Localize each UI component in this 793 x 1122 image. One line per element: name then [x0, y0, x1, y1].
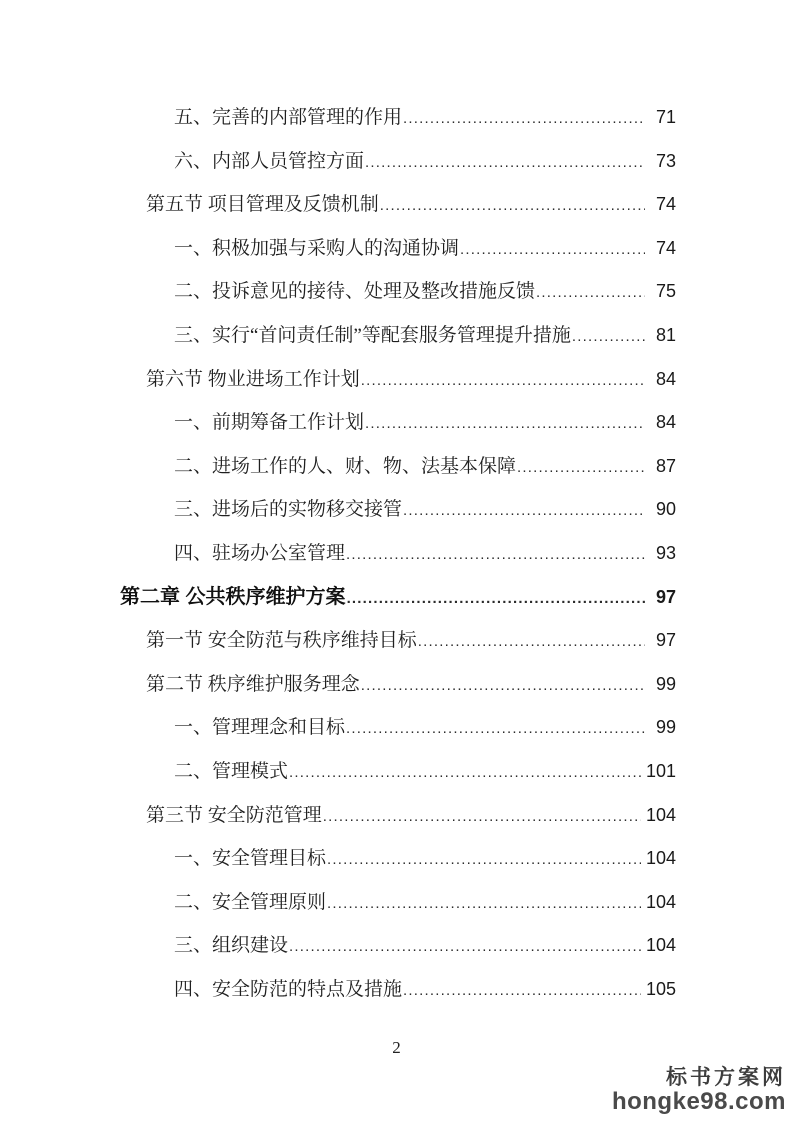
- dot-leader: [327, 838, 641, 882]
- toc-entry: [174, 968, 676, 1012]
- toc-entry-page: 104: [645, 935, 676, 956]
- toc-entry-page: 104: [645, 804, 676, 825]
- toc-entry-label: 第六节 物业进场工作计划: [146, 368, 360, 390]
- toc-entry-label: 二、投诉意见的接待、处理及整改措施反馈: [174, 281, 536, 303]
- toc-entry: [174, 96, 676, 140]
- watermark: [612, 1067, 786, 1114]
- toc-entry-page: 101: [645, 760, 676, 781]
- toc-entry-page: 87: [655, 455, 676, 476]
- toc-entry: [146, 619, 676, 663]
- toc-entry-label: 一、前期筹备工作计划: [174, 412, 365, 434]
- dot-leader: [403, 969, 641, 1013]
- toc-entry-page: 74: [655, 194, 676, 215]
- toc-entry: [174, 881, 676, 925]
- dot-leader: [289, 751, 641, 795]
- dot-leader: [346, 707, 645, 751]
- dot-leader: [403, 489, 645, 533]
- dot-leader: [572, 315, 645, 359]
- toc-entry-page: 97: [655, 630, 676, 651]
- toc-entry-page: 104: [645, 891, 676, 912]
- toc-entry-label: 第二节 秩序维护服务理念: [146, 673, 360, 695]
- toc-entry: [146, 358, 676, 402]
- toc-entry: [146, 183, 676, 227]
- dot-leader: [289, 925, 641, 969]
- dot-leader: [517, 446, 645, 490]
- toc-entry-page: 90: [655, 499, 676, 520]
- toc-entry-page: 74: [655, 237, 676, 258]
- dot-leader: [536, 271, 645, 315]
- dot-leader: [418, 620, 645, 664]
- toc-entry-label: 二、进场工作的人、财、物、法基本保障: [174, 455, 517, 477]
- dot-leader: [347, 577, 645, 621]
- toc-entry: [174, 837, 676, 881]
- toc-entry: [174, 924, 676, 968]
- toc-entry-page: 84: [655, 368, 676, 389]
- toc-entry-label: 二、管理模式: [174, 760, 289, 782]
- dot-leader: [323, 795, 641, 839]
- toc-entry: [174, 401, 676, 445]
- toc-entry-label: 第三节 安全防范管理: [146, 804, 322, 826]
- toc-entry: [146, 794, 676, 838]
- toc-entry-page: 99: [655, 673, 676, 694]
- toc-entry-label: 五、完善的内部管理的作用: [174, 107, 403, 128]
- dot-leader: [460, 228, 645, 272]
- toc-entry-label: 一、积极加强与采购人的沟通协调: [174, 237, 460, 259]
- toc-entry: [174, 140, 676, 184]
- toc-entry-page: 99: [655, 717, 676, 738]
- toc-entry-label: 四、安全防范的特点及措施: [174, 978, 403, 1000]
- toc-entry-label: 一、安全管理目标: [174, 848, 327, 870]
- toc-entry-label: 四、驻场办公室管理: [174, 542, 346, 564]
- toc-entry-label: 第五节 项目管理及反馈机制: [146, 194, 379, 216]
- toc-entry-label: 一、管理理念和目标: [174, 717, 346, 739]
- dot-leader: [365, 402, 645, 446]
- watermark-site-url: hongke98.com: [611, 1087, 786, 1115]
- toc-entry: [174, 445, 676, 489]
- toc-entry: [174, 314, 676, 358]
- toc-entry-label: 六、内部人员管控方面: [174, 150, 365, 172]
- toc-entry-label: 三、组织建设: [174, 935, 289, 957]
- toc-entry-page: 81: [655, 324, 676, 345]
- toc-entry-label: 二、安全管理原则: [174, 891, 327, 913]
- toc-entry-page: 93: [655, 542, 676, 563]
- dot-leader: [361, 664, 645, 708]
- toc-entry-page: 73: [655, 150, 676, 171]
- dot-leader: [380, 184, 645, 228]
- toc-entry-page: 75: [655, 281, 676, 302]
- toc-entry: [174, 270, 676, 314]
- watermark-site-name: 标书方案网: [666, 1065, 786, 1089]
- toc-entry: [174, 227, 676, 271]
- toc-entry-label: 三、进场后的实物移交接管: [174, 499, 403, 521]
- toc-entry-label: 第一节 安全防范与秩序维持目标: [146, 630, 417, 652]
- toc-entry: [120, 576, 676, 620]
- toc-entry-page: 97: [655, 586, 676, 607]
- toc-entry-page: 84: [655, 412, 676, 433]
- page-number-footer: 2: [392, 1038, 401, 1057]
- toc-entry: [174, 706, 676, 750]
- dot-leader: [346, 533, 645, 577]
- dot-leader: [361, 359, 645, 403]
- toc-entry: [174, 532, 676, 576]
- toc-entry-label: 第二章 公共秩序维护方案: [120, 585, 346, 608]
- toc-entry-page: 105: [645, 978, 676, 999]
- dot-leader: [403, 97, 645, 141]
- toc-entry: [146, 663, 676, 707]
- toc-entry-label: 三、实行“首问责任制”等配套服务管理提升措施: [174, 324, 571, 346]
- toc-entry-page: 104: [645, 848, 676, 869]
- toc-entry: [174, 750, 676, 794]
- dot-leader: [365, 141, 645, 185]
- toc-list: [120, 96, 676, 1011]
- dot-leader: [327, 882, 641, 926]
- toc-entry-page: 71: [655, 107, 676, 127]
- toc-entry: [174, 488, 676, 532]
